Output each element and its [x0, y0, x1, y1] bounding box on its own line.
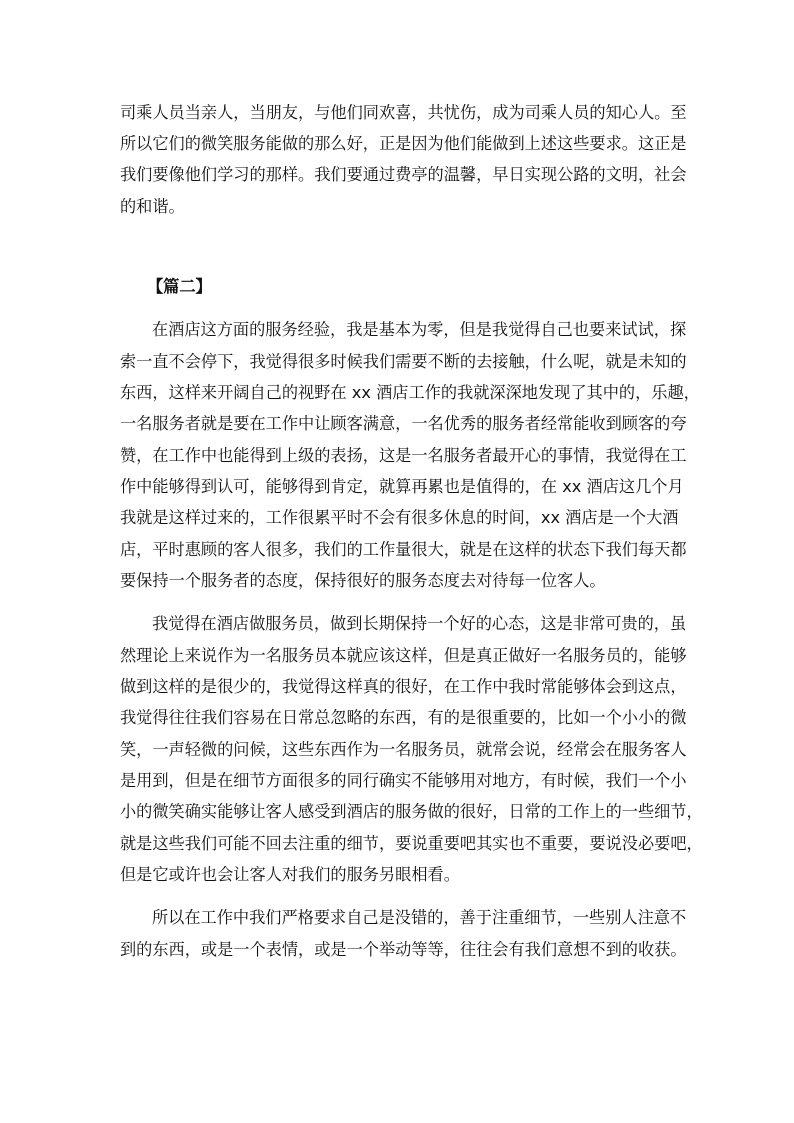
paragraph1-line-9: 要保持一个服务者的态度，保持很好的服务态度去对待每一位客人。: [120, 571, 606, 590]
intro-line-3: 我们要像他们学习的那样。我们要通过费亭的温馨，早日实现公路的文明，社会: [120, 165, 687, 184]
paragraph2-line-5: 笑，一声轻微的问候，这些东西作为一名服务员，就常会说，经常会在服务客人: [120, 740, 687, 759]
paragraph3-line-1: 所以在工作中我们严格要求自己是没错的，善于注重细节，一些别人注意不: [152, 908, 687, 927]
paragraph2-line-1: 我觉得在酒店做服务员，做到长期保持一个好的心态，这是非常可贵的，虽: [152, 614, 687, 633]
intro-line-4: 的和谐。: [120, 197, 185, 216]
paragraph1-line-1: 在酒店这方面的服务经验，我是基本为零，但是我觉得自己也要来试试，探: [152, 320, 687, 339]
paragraph1-line-3: 东西，这样来开阔自己的视野在 xx 酒店工作的我就深深地发现了其中的，乐趣，: [120, 383, 700, 402]
paragraph1-line-6: 作中能够得到认可，能够得到肯定，就算再累也是值得的，在 xx 酒店这几个月: [120, 477, 684, 496]
intro-line-1: 司乘人员当亲人，当朋友，与他们同欢喜，共忧伤，成为司乘人员的知心人。至: [120, 103, 687, 122]
paragraph2-line-2: 然理论上来说作为一名服务员本就应该这样，但是真正做好一名服务员的，能够: [120, 646, 687, 665]
paragraph2-line-7: 小的微笑确实能够让客人感受到酒店的服务做的很好，日常的工作上的一些细节，: [120, 802, 703, 821]
paragraph1-line-4: 一名服务者就是要在工作中让顾客满意，一名优秀的服务者经常能收到顾客的夸: [120, 414, 687, 433]
paragraph1-line-7: 我就是这样过来的，工作很累平时不会有很多休息的时间，xx 酒店是一个大酒: [120, 508, 679, 527]
paragraph1-line-8: 店，平时惠顾的客人很多，我们的工作量很大，就是在这样的状态下我们每天都: [120, 540, 687, 559]
paragraph2-line-9: 但是它或许也会让客人对我们的服务另眼相看。: [120, 865, 460, 884]
paragraph1-line-5: 赞，在工作中也能得到上级的表扬，这是一名服务者最开心的事情，我觉得在工: [120, 446, 687, 465]
paragraph2-line-8: 就是这些我们可能不回去注重的细节，要说重要吧其实也不重要，要说没必要吧，: [120, 834, 703, 853]
paragraph2-line-3: 做到这样的是很少的，我觉得这样真的很好，在工作中我时常能够体会到这点，: [120, 677, 687, 696]
paragraph2-line-4: 我觉得往往我们容易在日常总忽略的东西，有的是很重要的，比如一个小小的微: [120, 708, 687, 727]
paragraph1-line-2: 索一直不会停下，我觉得很多时候我们需要不断的去接触，什么呢，就是未知的: [120, 352, 687, 371]
paragraph2-line-6: 是用到，但是在细节方面很多的同行确实不能够用对地方，有时候，我们一个小: [120, 771, 687, 790]
intro-line-2: 所以它们的微笑服务能做的那么好，正是因为他们能做到上述这些要求。这正是: [120, 134, 687, 153]
section-heading: 【篇二】: [147, 277, 212, 296]
paragraph3-line-2: 到的东西，或是一个表情，或是一个举动等等，往往会有我们意想不到的收获。: [120, 940, 687, 959]
